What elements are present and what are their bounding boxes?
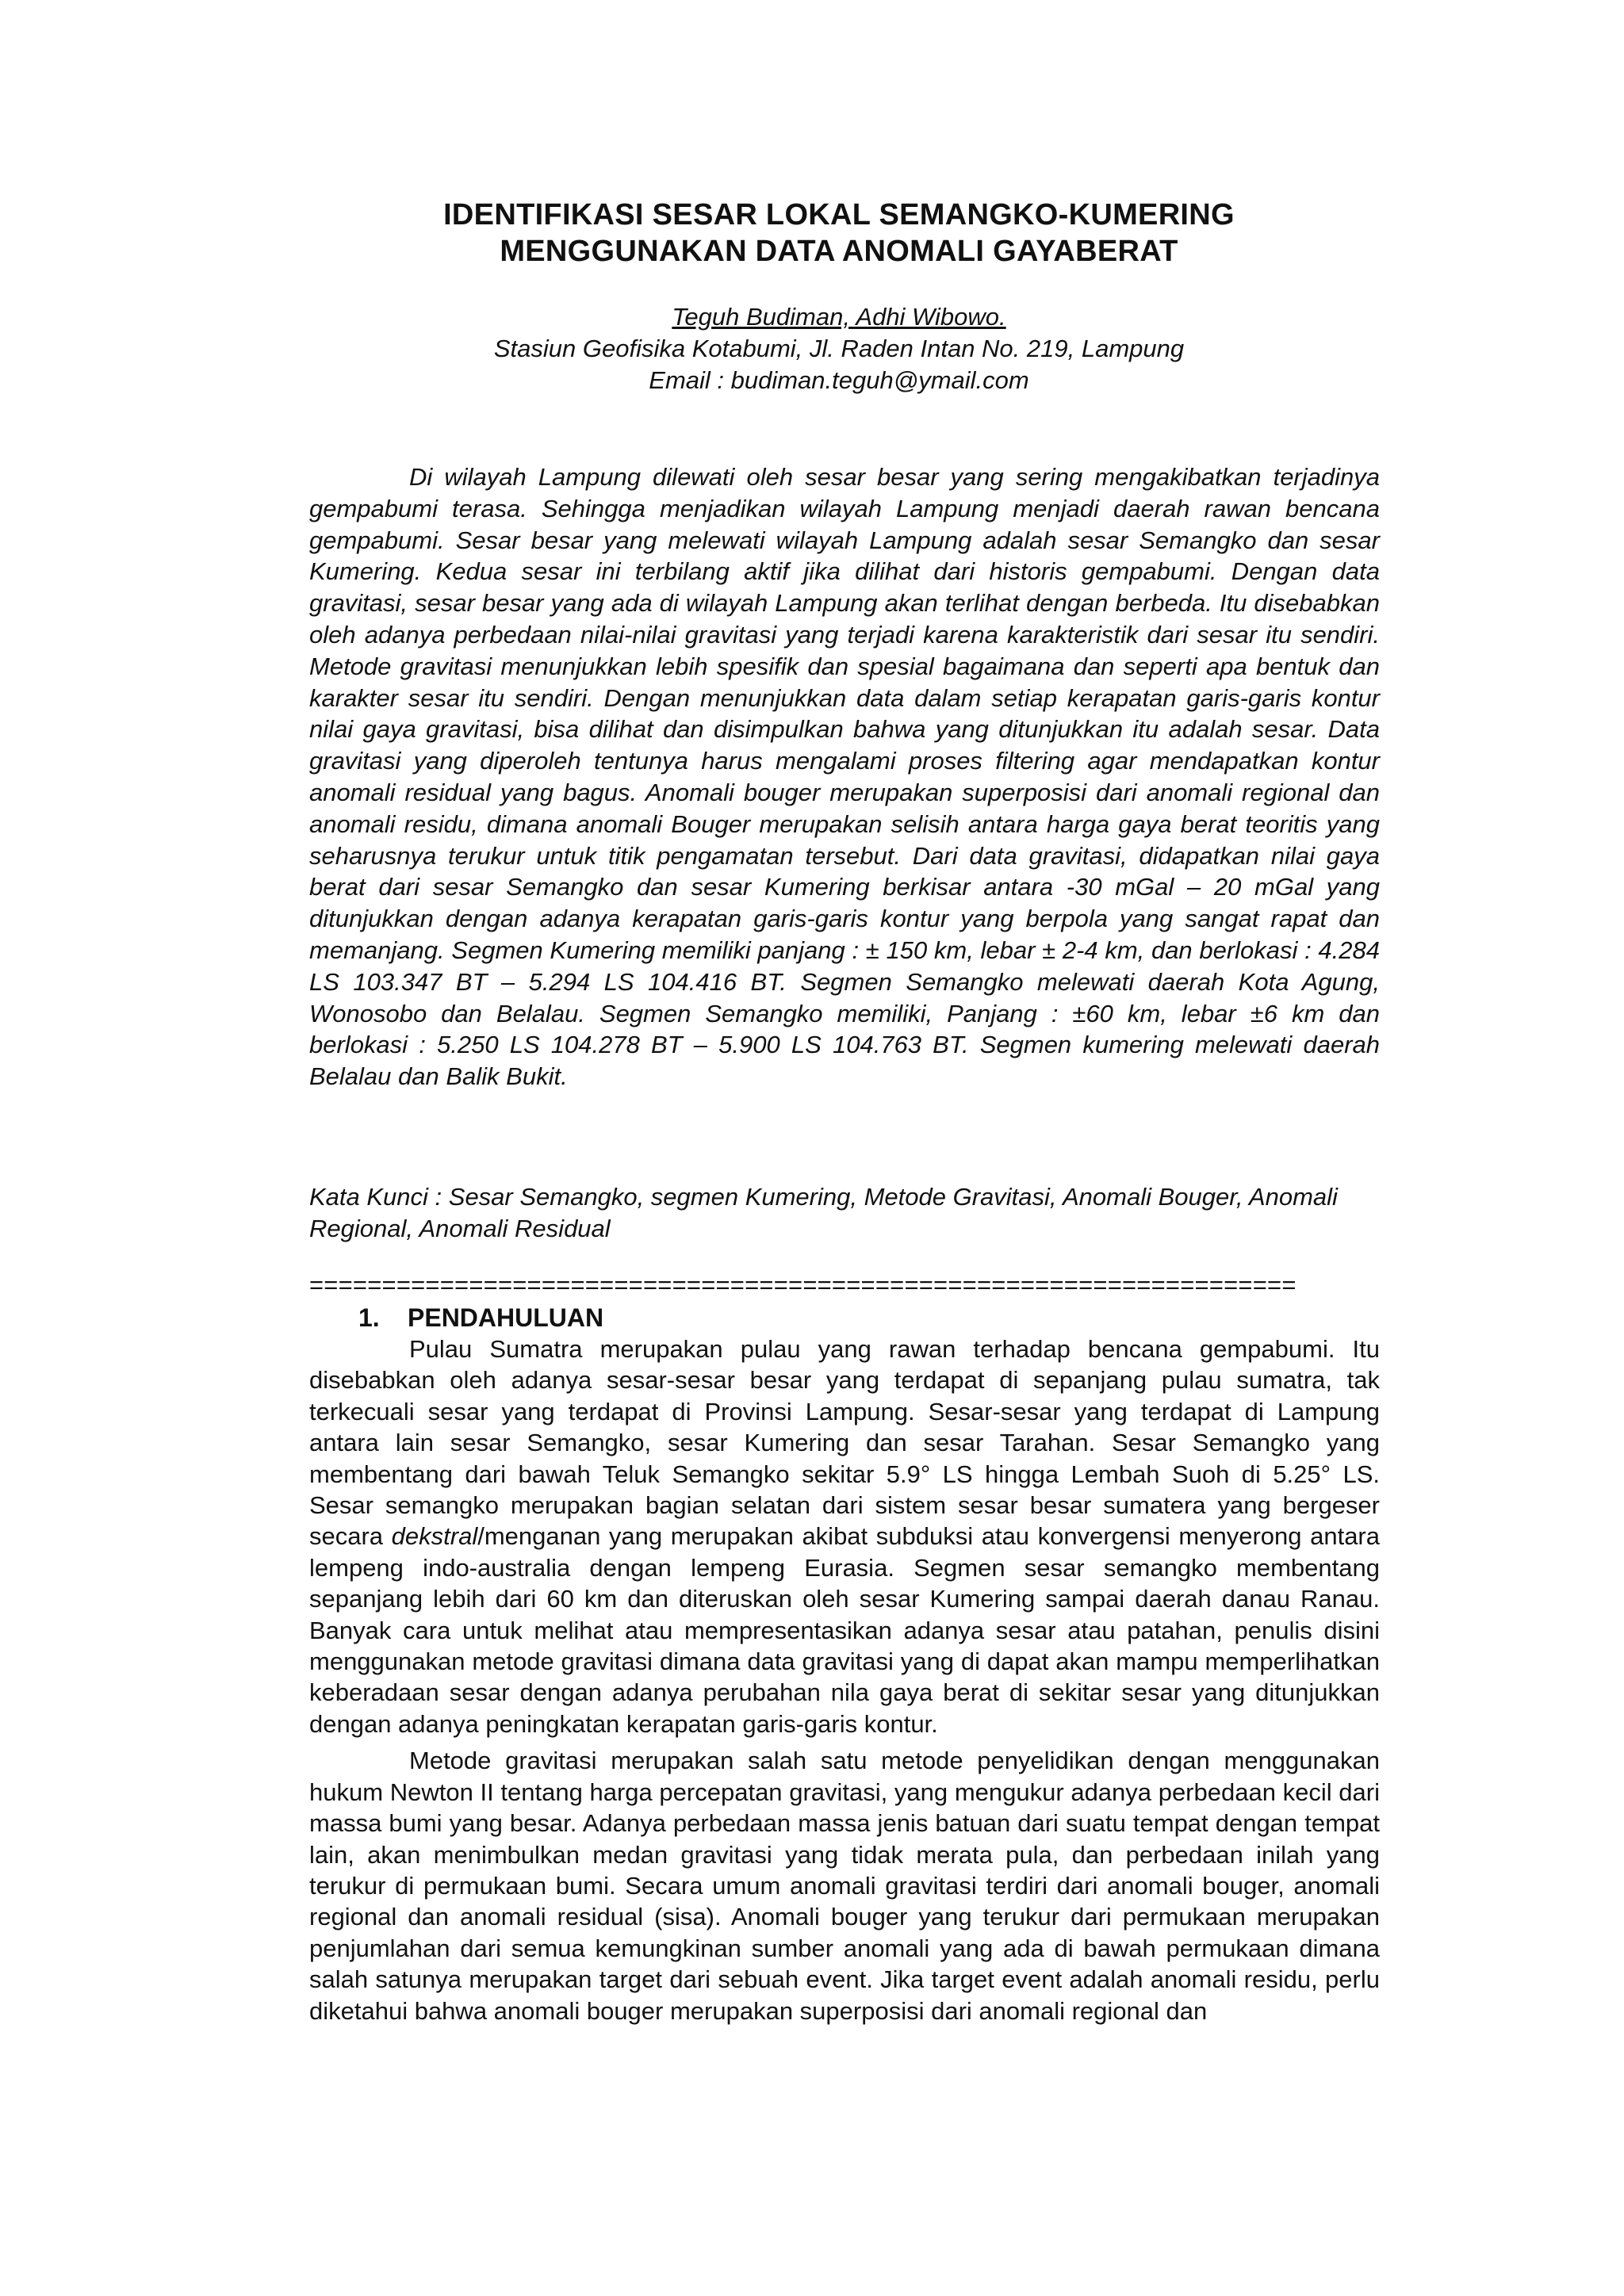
paragraph-1-part-b: /menganan yang merupakan akibat subduksi atau konvergensi menyerong antara lempeng indo-australia dengan lempeng Eurasia. Segmen sesar semangko membentang sepanjang lebih dari 60 km dan diteruskan oleh sesar Kumering sampai daerah danau Ranau. Banyak cara untuk melihat atau mempresentasikan adanya sesar atau patahan, penulis disini menggunakan metode gravitasi dimana data gravitasi yang di dapat akan mampu memperlihatkan keberadaan sesar dengan adanya perubahan nila gaya berat di sekitar sesar yang ditunjukkan dengan adanya peningkatan kerapatan garis-garis kontur.: [309, 1522, 1380, 1738]
paragraph-1-part-a: Pulau Sumatra merupakan pulau yang rawan terhadap bencana gempabumi. Itu disebabkan oleh adanya sesar-sesar besar yang terdapat di sepanjang pulau sumatra, tak terkecuali sesar yang terdapat di Provinsi Lampung. Sesar-sesar yang terdapat di Lampung antara lain sesar Semangko, sesar Kumering dan sesar Tarahan. Sesar Semangko yang membentang dari bawah Teluk Semangko sekitar 5.9° LS hingga Lembah Suoh di 5.25° LS. Sesar semangko merupakan bagian selatan dari sistem sesar besar sumatera yang bergeser secara: [309, 1335, 1380, 1551]
author-names: [308, 301, 1370, 333]
author-email: Email : budiman.teguh@ymail.com: [649, 366, 1029, 394]
section-number: 1.: [358, 1303, 380, 1332]
section-title: PENDAHULUAN: [408, 1303, 604, 1332]
title-line-1: IDENTIFIKASI SESAR LOKAL SEMANGKO-KUMERING: [443, 198, 1235, 232]
abstract: Di wilayah Lampung dilewati oleh sesar besar yang sering mengakibatkan terjadinya gempabumi terasa. Sehingga menjadikan wilayah Lampung menjadi daerah rawan bencana gempabumi. Sesar besar yang melewati wilayah Lampung adalah sesar Semangko dan sesar Kumering. Kedua sesar ini terbilang aktif jika dilihat dari historis gempabumi. Dengan data gravitasi, sesar besar yang ada di wilayah Lampung akan terlihat dengan berbeda. Itu disebabkan oleh adanya perbedaan nilai-nilai gravitasi yang terjadi karena karakteristik dari sesar itu sendiri. Metode gravitasi menunjukkan lebih spesifik dan spesial bagaimana dan seperti apa bentuk dan karakter sesar itu sendiri. Dengan menunjukkan data dalam setiap kerapatan garis-garis kontur nilai gaya gravitasi, bisa dilihat dan disimpulkan bahwa yang ditunjukkan itu adalah sesar. Data gravitasi yang diperoleh tentunya harus mengalami proses filtering agar mendapatkan kontur anomali residual yang bagus. Anomali bouger merupakan superposisi dari anomali regional dan anomali residu, dimana anomali Bouger merupakan selisih antara harga gaya berat teoritis yang seharusnya terukur untuk titik pengamatan tersebut. Dari data gravitasi, didapatkan nilai gaya berat dari sesar Semangko dan sesar Kumering berkisar antara -30 mGal – 20 mGal yang ditunjukkan dengan adanya kerapatan garis-garis kontur yang berpola yang sangat rapat dan memanjang. Segmen Kumering memiliki panjang : ± 150 km, lebar ± 2-4 km, dan berlokasi : 4.284 LS 103.347 BT – 5.294 LS 104.416 BT. Segmen Semangko melewati daerah Kota Agung, Wonosobo dan Belalau. Segmen Semangko memiliki, Panjang : ±60 km, lebar ±6 km dan berlokasi : 5.250 LS 104.278 BT – 5.900 LS 104.763 BT. Segmen kumering melewati daerah Belalau dan Balik Bukit.: [309, 463, 1380, 1091]
author-block: [308, 301, 1370, 396]
italic-term-dekstral: dekstral: [391, 1522, 478, 1551]
section-heading-pendahuluan: [358, 1302, 603, 1334]
author-affiliation: Stasiun Geofisika Kotabumi, Jl. Raden Intan No. 219, Lampung: [493, 335, 1185, 362]
keywords: Kata Kunci : Sesar Semangko, segmen Kumering, Metode Gravitasi, Anomali Bouger, Anomali Regional, Anomali Residual: [309, 1183, 1338, 1242]
section-separator: ====================================================================: [309, 1271, 1297, 1299]
paper-title: [308, 197, 1370, 270]
title-line-2: MENGGUNAKAN DATA ANOMALI GAYABERAT: [500, 235, 1178, 268]
body-paragraph-1: [309, 1334, 1380, 1739]
body-paragraph-2: Metode gravitasi merupakan salah satu metode penyelidikan dengan menggunakan hukum Newton II tentang harga percepatan gravitasi, yang mengukur adanya perbedaan kecil dari massa bumi yang besar. Adanya perbedaan massa jenis batuan dari suatu tempat dengan tempat lain, akan menimbulkan medan gravitasi yang tidak merata pula, dan perbedaan inilah yang terukur di permukaan bumi. Secara umum anomali gravitasi terdiri dari anomali bouger, anomali regional dan anomali residual (sisa). Anomali bouger yang terukur dari permukaan merupakan penjumlahan dari semua kemungkinan sumber anomali yang ada di bawah permukaan dimana salah satunya merupakan target dari sebuah event. Jika target event adalah anomali residu, perlu diketahui bahwa anomali bouger merupakan superposisi dari anomali regional dan: [309, 1747, 1380, 2025]
author-names-text: Teguh Budiman, Adhi Wibowo.: [672, 303, 1006, 331]
section-body: [309, 1334, 1380, 2032]
